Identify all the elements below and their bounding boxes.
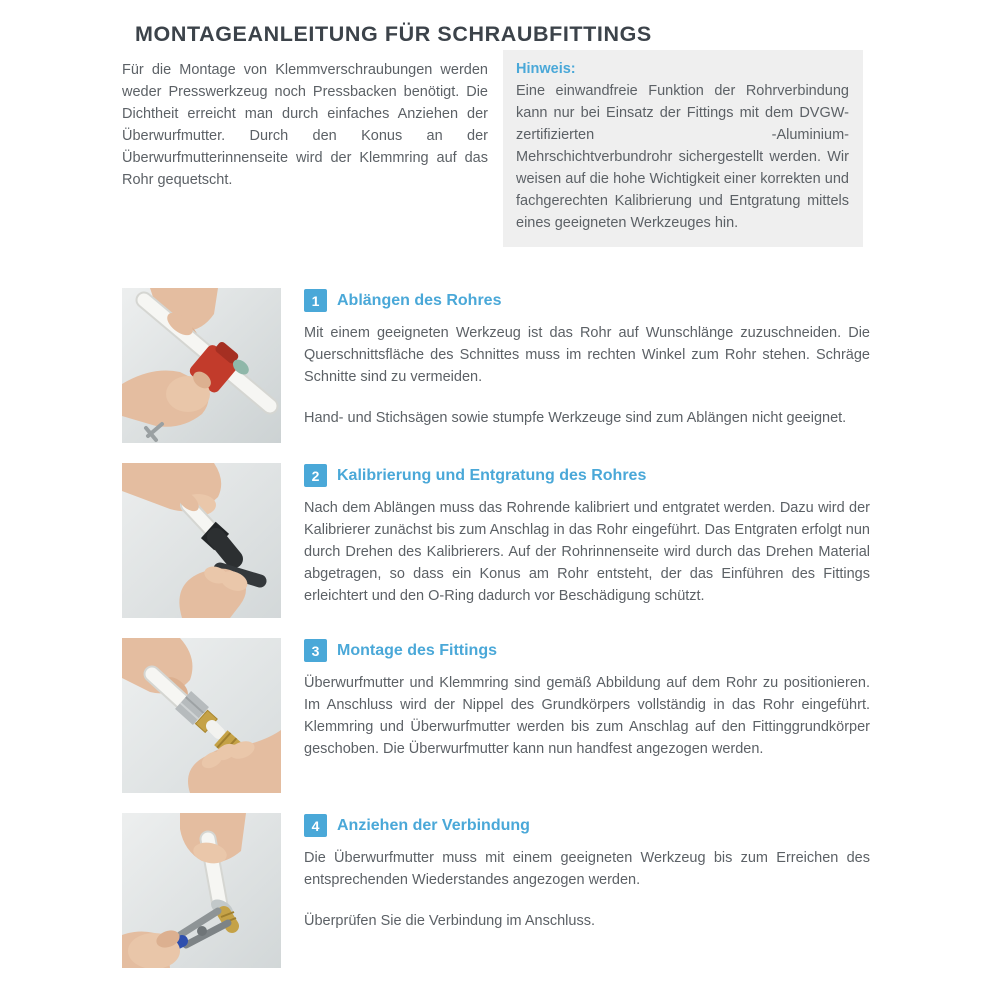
pipe-calibrating-photo bbox=[122, 463, 281, 618]
note-box bbox=[503, 50, 863, 247]
step-3-number-badge: 3 bbox=[304, 639, 327, 662]
step-1-body: Mit einem geeigneten Werkzeug ist das Rohr auf Wunschlänge zuzuschneiden. Die Querschnittsfläche des Schnittes muss im rechten Winkel zum Rohr stehen. Schräge Schnitte sind zu vermeiden. bbox=[304, 325, 870, 385]
step-4-photo bbox=[122, 813, 281, 968]
fitting-assembly-photo bbox=[122, 638, 281, 793]
intro-paragraph: Für die Montage von Klemmverschraubungen werden weder Presswerkzeug noch Pressbacken benötigt. Die Dichtheit erreicht man durch einfaches Anziehen der Überwurfmutter. Durch den Konus an der Überwurfmutterinnenseite wird der Klemmring auf das Rohr gequetscht. bbox=[122, 61, 488, 188]
step-4-body: Die Überwurfmutter muss mit einem geeigneten Werkzeug bis zum Erreichen des entsprechenden Wiederstandes angezogen werden. bbox=[304, 850, 870, 888]
step-4-number-badge: 4 bbox=[304, 814, 327, 837]
step-2-number-badge: 2 bbox=[304, 464, 327, 487]
step-3 bbox=[122, 638, 870, 793]
note-label: Hinweis: bbox=[516, 61, 576, 77]
step-3-body: Überwurfmutter und Klemmring sind gemäß Abbildung auf dem Rohr zu positionieren. Im Anschluss wird der Nippel des Grundkörpers vollständig in das Rohr eingeführt. Klemmring und Überwurfmutter werden bis zum Anschlag auf den Fittinggrundkörper geschoben. Die Überwurfmutter kann nun handfest angezogen werden. bbox=[304, 675, 870, 757]
note-body: Eine einwandfreie Funktion der Rohrverbindung kann nur bei Einsatz der Fittings mit dem DVGW-zertifizierten -Aluminium-Mehrschichtverbundrohr sichergestellt werden. Wir weisen auf die hohe Wichtigkeit einer korrekten und fachgerechten Kalibrierung und Entgratung mittels eines geeigneten Werkzeuges hin. bbox=[516, 83, 849, 231]
page-title: MONTAGEANLEITUNG FÜR SCHRAUBFITTINGS bbox=[135, 22, 652, 47]
step-1-body2: Hand- und Stichsägen sowie stumpfe Werkzeuge sind zum Ablängen nicht geeignet. bbox=[304, 410, 847, 426]
step-3-photo bbox=[122, 638, 281, 793]
step-4-body2: Überprüfen Sie die Verbindung im Anschluss. bbox=[304, 913, 595, 929]
step-4-heading: Anziehen der Verbindung bbox=[337, 816, 530, 834]
step-3-heading: Montage des Fittings bbox=[337, 641, 497, 659]
step-1-number-badge: 1 bbox=[304, 289, 327, 312]
pipe-cutting-photo bbox=[122, 288, 281, 443]
step-1-heading: Ablängen des Rohres bbox=[337, 291, 502, 309]
step-4 bbox=[122, 813, 870, 968]
step-2-body: Nach dem Ablängen muss das Rohrende kalibriert und entgratet werden. Dazu wird der Kalibrierer zunächst bis zum Anschlag in das Rohr eingeführt. Das Entgraten erfolgt nun durch Drehen des Kalibrierers. Auf der Rohrinnenseite wird durch das Drehen Material abgetragen, so dass ein Konus am Rohr entsteht, der das Einführen des Fittings erleichtert und den O-Ring dadurch vor Beschädigung schützt. bbox=[304, 500, 870, 604]
step-1 bbox=[122, 288, 870, 443]
step-2-heading: Kalibrierung und Entgratung des Rohres bbox=[337, 466, 647, 484]
step-1-photo bbox=[122, 288, 281, 443]
wrench-tightening-photo bbox=[122, 813, 281, 968]
step-2 bbox=[122, 463, 870, 618]
step-2-photo bbox=[122, 463, 281, 618]
